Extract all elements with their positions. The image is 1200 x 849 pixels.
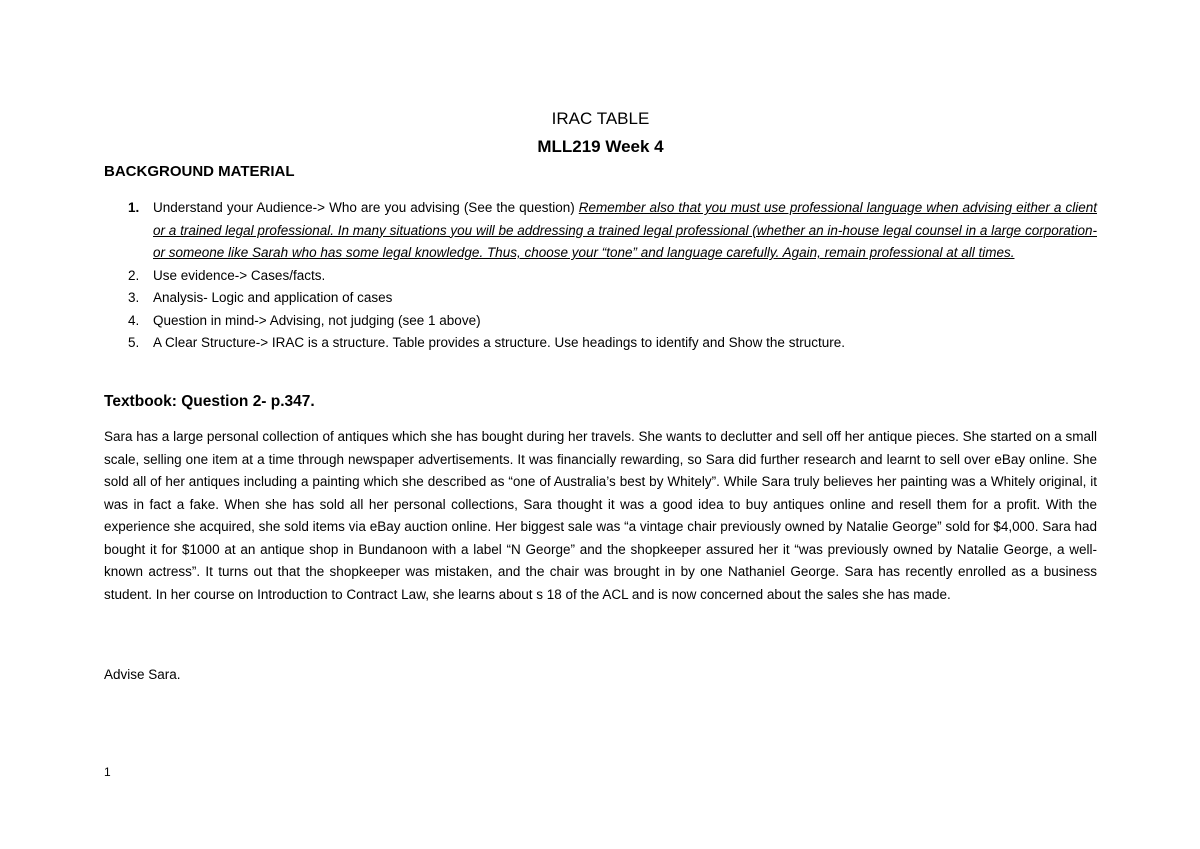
list-text: Use evidence-> Cases/facts.: [153, 267, 326, 283]
scenario-paragraph: Sara has a large personal collection of antiques which she has bought during her travels. She wants to declutter and sell off her antique pieces. She started on a small scale, selling one item at a time through newspaper advertisements. It was financially rewarding, so Sara did further research and learnt to sell over eBay online. She sold all of her antiques including a painting which she described as “one of Australia’s best by Whitely”. While Sara truly believes her painting was a Whitely original, it was in fact a fake. When she has sold all her personal collections, Sara thought it was a good idea to buy antiques online and resell them for a profit. With the experience she acquired, she sold items via eBay auction online. Her biggest sale was “a vintage chair previously owned by Natalie George” sold for $4,000. Sara had bought it for $1000 at an antique shop in Bundanoon with a label “N George” and the shopkeeper assured her it “was previously owned by Natalie George, a well-known actress”. It turns out that the shopkeeper was mistaken, and the chair was brought in by one Nathaniel George. Sara has recently enrolled as a business student. In her course on Introduction to Contract Law, she learns about s 18 of the ACL and is now concerned about the sales she has made.: [104, 429, 1097, 602]
list-text: Question in mind-> Advising, not judging (see 1 above): [153, 312, 481, 328]
list-text: Understand your Audience-> Who are you advising (See the question): [153, 200, 579, 215]
list-number: 2.: [128, 267, 140, 283]
list-emphasis: Remember also that you must use professional language when advising either a client or a trained legal professional. In many situations you will be addressing a trained legal professional (whether an in-house legal counsel in a large corporation- or someone like Sarah who has some legal knowledge. Thus, choose your “tone” and language carefully. Again, remain professional at all times.: [153, 200, 1097, 260]
list-number: 4.: [128, 312, 140, 328]
document-page: [104, 0, 1097, 849]
background-list: [104, 197, 1097, 355]
list-item: [104, 287, 1097, 310]
list-item: [104, 332, 1097, 355]
instruction-text: Advise Sara.: [104, 667, 181, 682]
list-number: 3.: [128, 290, 140, 305]
list-text: A Clear Structure-> IRAC is a structure. Table provides a structure. Use headings to identify and Show the structure.: [153, 335, 845, 350]
question-heading: Textbook: Question 2- p.347.: [104, 393, 315, 410]
background-heading: BACKGROUND MATERIAL: [104, 163, 295, 180]
page-subtitle: MLL219 Week 4: [537, 137, 664, 156]
page-title: IRAC TABLE: [551, 109, 650, 128]
list-text: Analysis- Logic and application of cases: [153, 290, 393, 305]
list-item: [104, 265, 1097, 288]
list-item: [104, 310, 1097, 333]
list-item: [104, 197, 1097, 265]
list-number: 5.: [128, 335, 140, 350]
list-number: 1.: [128, 200, 140, 215]
page-number: 1: [104, 765, 111, 779]
